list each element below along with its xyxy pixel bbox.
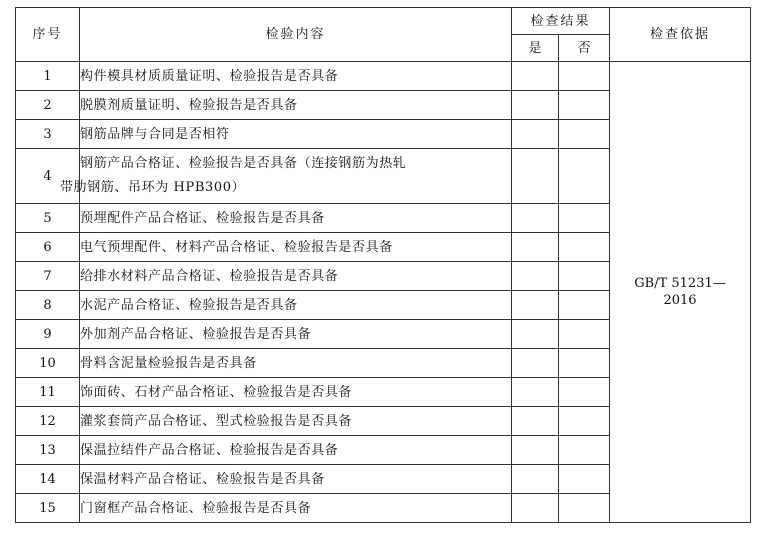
row-content: 外加剂产品合格证、检验报告是否具备 bbox=[80, 320, 512, 349]
no-cell[interactable] bbox=[559, 149, 610, 204]
no-cell[interactable] bbox=[559, 91, 610, 120]
yes-cell[interactable] bbox=[512, 465, 559, 494]
row-content: 预埋配件产品合格证、检验报告是否具备 bbox=[80, 204, 512, 233]
header-row bbox=[16, 8, 751, 35]
row-content-line2: 带肋钢筋、吊环为 HPB300） bbox=[60, 180, 246, 195]
no-cell[interactable] bbox=[559, 62, 610, 91]
row-number: 10 bbox=[16, 349, 80, 378]
row-number: 12 bbox=[16, 407, 80, 436]
yes-cell[interactable] bbox=[512, 149, 559, 204]
row-number: 8 bbox=[16, 291, 80, 320]
no-cell[interactable] bbox=[559, 262, 610, 291]
row-content: 脱膜剂质量证明、检验报告是否具备 bbox=[80, 91, 512, 120]
row-content: 给排水材料产品合格证、检验报告是否具备 bbox=[80, 262, 512, 291]
row-content: 门窗框产品合格证、检验报告是否具备 bbox=[80, 494, 512, 523]
yes-cell[interactable] bbox=[512, 204, 559, 233]
row-content: 保温拉结件产品合格证、检验报告是否具备 bbox=[80, 436, 512, 465]
row-content: 饰面砖、石材产品合格证、检验报告是否具备 bbox=[80, 378, 512, 407]
row-content: 电气预埋配件、材料产品合格证、检验报告是否具备 bbox=[80, 233, 512, 262]
no-cell[interactable] bbox=[559, 291, 610, 320]
row-content: 保温材料产品合格证、检验报告是否具备 bbox=[80, 465, 512, 494]
header-inspection-content: 检验内容 bbox=[80, 8, 512, 62]
row-content-line1: 钢筋产品合格证、检验报告是否具备（连接钢筋为热轧 bbox=[80, 156, 407, 171]
row-number: 9 bbox=[16, 320, 80, 349]
check-basis-cell bbox=[610, 62, 751, 523]
yes-cell[interactable] bbox=[512, 62, 559, 91]
table-row bbox=[16, 62, 751, 91]
yes-cell[interactable] bbox=[512, 349, 559, 378]
row-number: 7 bbox=[16, 262, 80, 291]
header-serial-number: 序号 bbox=[16, 8, 80, 62]
row-number: 3 bbox=[16, 120, 80, 149]
yes-cell[interactable] bbox=[512, 320, 559, 349]
no-cell[interactable] bbox=[559, 465, 610, 494]
row-content: 骨料含泥量检验报告是否具备 bbox=[80, 349, 512, 378]
no-cell[interactable] bbox=[559, 320, 610, 349]
row-content bbox=[60, 149, 512, 204]
header-check-basis: 检查依据 bbox=[610, 8, 751, 62]
row-content: 灌浆套筒产品合格证、型式检验报告是否具备 bbox=[80, 407, 512, 436]
row-number: 11 bbox=[16, 378, 80, 407]
header-no: 否 bbox=[559, 35, 610, 62]
row-number: 14 bbox=[16, 465, 80, 494]
no-cell[interactable] bbox=[559, 349, 610, 378]
yes-cell[interactable] bbox=[512, 262, 559, 291]
basis-standard-year: 2016 bbox=[663, 293, 697, 308]
row-content: 水泥产品合格证、检验报告是否具备 bbox=[80, 291, 512, 320]
row-content: 构件模具材质质量证明、检验报告是否具备 bbox=[80, 62, 512, 91]
yes-cell[interactable] bbox=[512, 91, 559, 120]
yes-cell[interactable] bbox=[512, 436, 559, 465]
header-yes: 是 bbox=[512, 35, 559, 62]
yes-cell[interactable] bbox=[512, 378, 559, 407]
row-content: 钢筋品牌与合同是否相符 bbox=[80, 120, 512, 149]
row-number: 13 bbox=[16, 436, 80, 465]
no-cell[interactable] bbox=[559, 204, 610, 233]
header-check-result: 检查结果 bbox=[512, 8, 610, 35]
yes-cell[interactable] bbox=[512, 291, 559, 320]
no-cell[interactable] bbox=[559, 233, 610, 262]
row-number: 2 bbox=[16, 91, 80, 120]
yes-cell[interactable] bbox=[512, 407, 559, 436]
basis-standard-code: GB/T 51231— bbox=[634, 276, 726, 291]
no-cell[interactable] bbox=[559, 494, 610, 523]
row-number: 5 bbox=[16, 204, 80, 233]
no-cell[interactable] bbox=[559, 378, 610, 407]
yes-cell[interactable] bbox=[512, 120, 559, 149]
row-number: 6 bbox=[16, 233, 80, 262]
no-cell[interactable] bbox=[559, 436, 610, 465]
yes-cell[interactable] bbox=[512, 494, 559, 523]
yes-cell[interactable] bbox=[512, 233, 559, 262]
inspection-table bbox=[15, 7, 751, 523]
row-number: 4 bbox=[16, 149, 80, 204]
no-cell[interactable] bbox=[559, 120, 610, 149]
row-number: 1 bbox=[16, 62, 80, 91]
row-number: 15 bbox=[16, 494, 80, 523]
no-cell[interactable] bbox=[559, 407, 610, 436]
